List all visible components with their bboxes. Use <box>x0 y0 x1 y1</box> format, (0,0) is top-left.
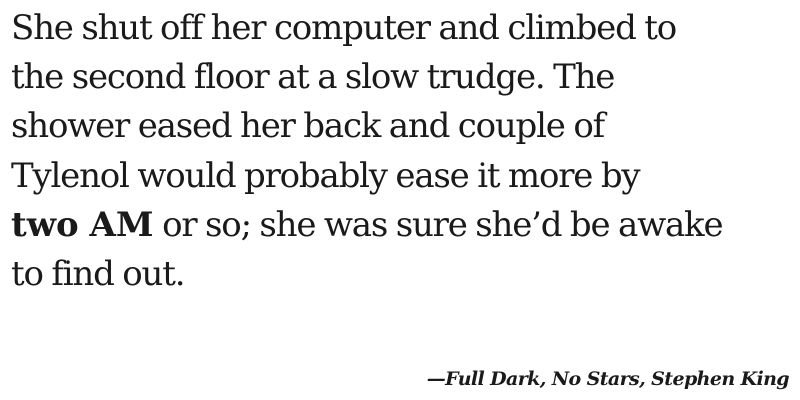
quote-emphasis: two AM <box>11 204 154 245</box>
quote-text <box>11 4 791 299</box>
quote-text-after: or so; she was sure she’d be awake to find out. <box>11 204 723 295</box>
quote-text-before: She shut off her computer and climbed to the second floor at a slow trudge. The shower eased her back and couple of Tylenol would probably ease it more by <box>11 8 676 196</box>
quote-attribution: —Full Dark, No Stars, Stephen King <box>426 368 789 390</box>
